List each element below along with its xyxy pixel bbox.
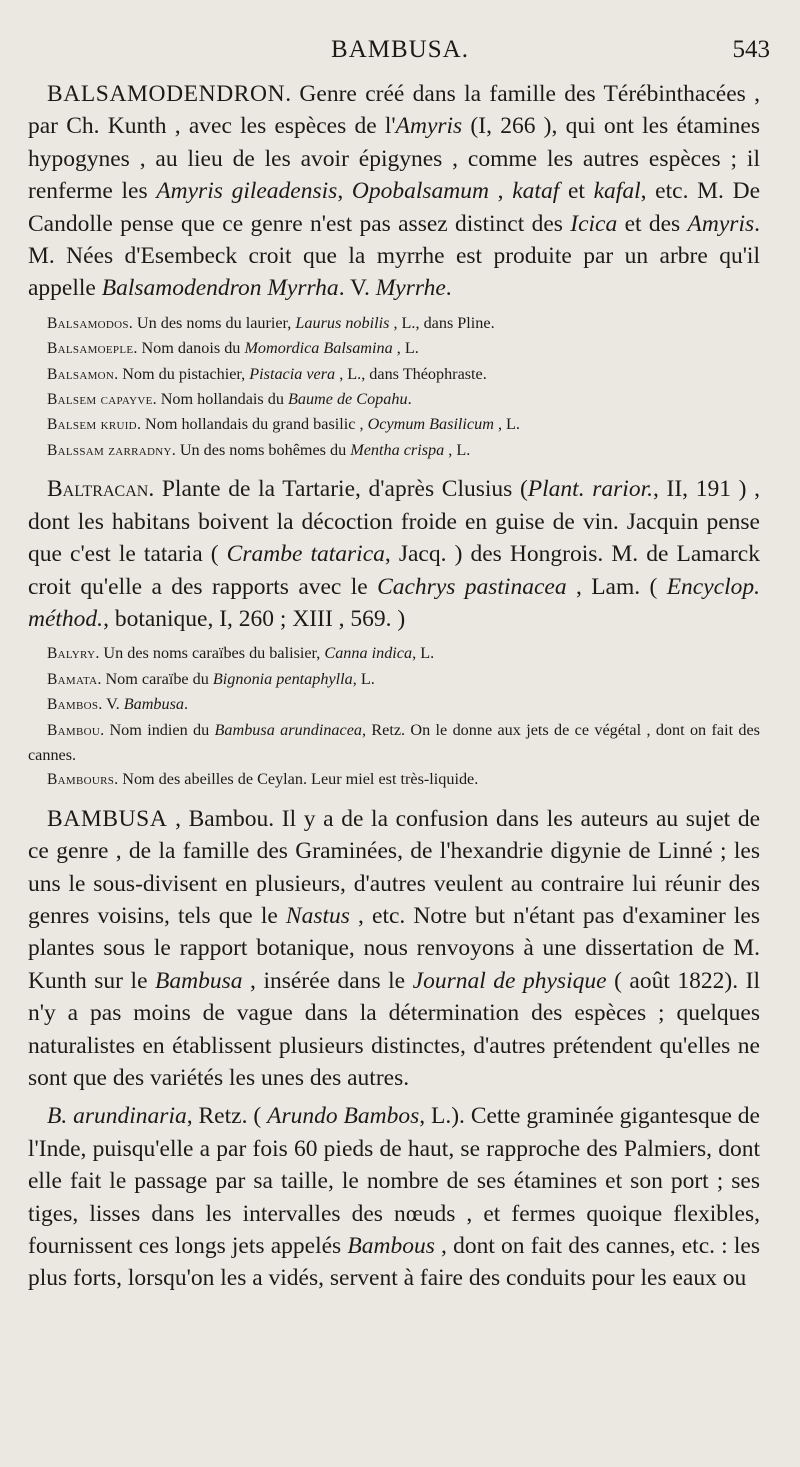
minor-entry-balsamodos: [28, 311, 760, 336]
cross-reference: Bambusa: [123, 695, 185, 714]
page-body: [28, 78, 760, 1301]
entry-headword: BAMBUSA: [47, 805, 168, 832]
minor-entry-balssam-zarradny: [28, 438, 760, 463]
work-title: Plant. rarior.: [527, 476, 653, 503]
entry-text: , Retz. (: [186, 1103, 268, 1130]
minor-headword: Bamata: [47, 670, 98, 688]
entry-text: , L.: [493, 415, 520, 434]
entry-bambusa-arundinaria: [28, 1100, 760, 1294]
entry-text: (I, 266 ), qui ont les étamines hypogynes , au lieu de les avoir épigynes , comme les autres espèces ; il renferme les: [28, 113, 760, 205]
running-header: [0, 36, 800, 70]
taxon-name: Canna indica: [324, 644, 413, 663]
minor-entry-balyry: [28, 641, 760, 666]
taxon-name: Arundo Bambos: [267, 1103, 420, 1130]
entry-headword: Baltracan: [47, 476, 149, 503]
entry-text: . Plante de la Tartarie, d'après Clusius (: [148, 476, 528, 503]
minor-entry-bamata: [28, 667, 760, 692]
entry-text: , L., dans Théophraste.: [335, 364, 487, 383]
entry-text: et: [559, 178, 594, 205]
entry-text: ,: [488, 178, 513, 205]
entry-text: . Nom caraïbe du: [97, 669, 213, 688]
minor-headword: Balsamoeple: [47, 340, 134, 358]
minor-headword: Bambours: [47, 771, 115, 789]
minor-entries-group: [28, 311, 760, 463]
entry-text: . Genre créé dans la famille des Térébinthacées , par Ch. Kunth , avec les espèces de l': [28, 81, 760, 140]
taxon-name: Bambous: [347, 1233, 435, 1260]
entry-text: . V.: [98, 695, 124, 714]
entry-text: , L.: [392, 339, 419, 358]
minor-headword: Balsem capayve: [47, 391, 153, 409]
taxon-name: Baume de Copahu: [287, 390, 408, 409]
species-headword: B. arundinaria: [47, 1103, 187, 1130]
entry-text: , Jacq. ) des Hongrois. M. de Lamarck croit qu'elle a des rapports avec le: [28, 541, 760, 600]
running-title: BAMBUSA.: [331, 36, 469, 63]
entry-text: , L., dans Pline.: [389, 313, 495, 332]
entry-text: , dont on fait des cannes, etc. : les plus forts, lorsqu'on les a vidés, servent à faire des conduits pour les eaux ou: [28, 1233, 760, 1292]
entry-text: . Nom danois du: [133, 339, 245, 358]
entry-text: , L.: [444, 440, 471, 459]
entry-text: .: [407, 390, 412, 409]
entry-text: , botanique, I, 260 ; XIII , 569. ): [103, 605, 406, 632]
entry-bambusa: [28, 803, 760, 1095]
minor-headword: Bambou: [47, 721, 101, 739]
taxon-name: Cachrys pastinacea: [377, 573, 567, 600]
entry-text: , Retz. On le donne aux jets de ce végétal , dont on fait des cannes.: [28, 720, 760, 764]
minor-entry-bambou: [28, 718, 760, 768]
minor-headword: Bambos: [47, 696, 99, 714]
work-title: Journal de physique: [412, 967, 607, 994]
taxon-name: Balsamodendron Myrrha: [101, 275, 339, 302]
entry-text: , L.: [412, 644, 435, 663]
entry-text: . M. Nées d'Esembeck croit que la myrrhe est produite par un arbre qu'il appelle: [28, 210, 760, 302]
entry-text: . Nom indien du: [100, 720, 215, 739]
taxon-name: Mentha crispa: [350, 440, 445, 459]
taxon-name: Ocymum Basilicum: [367, 415, 494, 434]
minor-headword: Balssam zarradny: [47, 441, 172, 459]
taxon-name: Pistacia vera: [249, 364, 336, 383]
entry-text: . Nom du pistachier,: [114, 364, 250, 383]
minor-headword: Balsamon: [47, 365, 115, 383]
page-number: 543: [732, 36, 770, 63]
entry-balsamodendron: [28, 78, 760, 305]
entry-text: , etc. Notre but n'étant pas d'examiner les plantes sous le rapport botanique, nous renvoyons à une dissertation de M. Kunth sur le: [28, 902, 760, 994]
entry-text: . V.: [338, 275, 376, 302]
cross-reference: Myrrhe: [375, 275, 446, 302]
minor-entry-balsamon: [28, 362, 760, 387]
entry-text: ,: [337, 178, 352, 205]
taxon-name: Amyris gileadensis: [156, 178, 338, 205]
taxon-name: Bignonia pentaphylla: [212, 669, 353, 688]
entry-text: . Un des noms bohêmes du: [171, 440, 351, 459]
minor-entry-balsem-capayve: [28, 387, 760, 412]
entry-text: . Un des noms du laurier,: [128, 313, 296, 332]
entry-text: , II, 191 ) , dont les habitans boivent la décoction froide en guise de vin. Jacquin pense que c'est le tataria (: [28, 476, 760, 568]
minor-headword: Balyry: [47, 645, 96, 663]
taxon-name: kafal: [593, 178, 641, 205]
entry-text: . Nom hollandais du grand basilic ,: [136, 415, 368, 434]
entry-text: , Bambou. Il y a de la confusion dans les auteurs au sujet de ce genre , de la famille des Graminées, de l'hexandrie digynie de Linné ; les uns le sous-divisent en plusieurs, d'autres veulent au contraire lui réunir des genres voisins, tels que le: [28, 805, 760, 929]
taxon-name: Icica: [570, 210, 618, 237]
entry-text: , Lam. (: [566, 573, 667, 600]
taxon-name: Momordica Balsamina: [244, 339, 393, 358]
entry-text: , L.). Cette graminée gigantesque de l'Inde, puisqu'elle a par fois 60 pieds de haut, se rapproche des Palmiers, dont elle fait le passage par sa taille, le nombre de ses étamines et son port ; ses tiges, lisses dans les intervalles des nœuds , et fermes quoique flexibles, fournissent ces longs jets appelés: [28, 1103, 760, 1260]
entry-text: , L.: [352, 669, 375, 688]
minor-entry-bambos: [28, 692, 760, 717]
entry-text: , etc. M. De Candolle pense que ce genre n'est pas assez distinct des: [28, 178, 761, 237]
minor-entries-group: [28, 641, 760, 792]
taxon-name: Nastus: [285, 902, 350, 929]
taxon-name: Laurus nobilis: [295, 313, 390, 332]
taxon-name: kataf: [512, 178, 560, 205]
entry-text: ( août 1822). Il n'y a pas moins de vague dans la détermination des espèces ; quelques naturalistes en établissent plusieurs distinctes, d'autres prétendent qu'elles ne sont que des variétés les unes des autres.: [28, 967, 761, 1091]
minor-entry-balsem-kruid: [28, 412, 760, 437]
entry-baltracan: [28, 473, 760, 635]
taxon-name: Bambusa: [155, 967, 243, 994]
entry-text: . Un des noms caraïbes du balisier,: [95, 644, 325, 663]
minor-entry-bambours: [28, 767, 760, 792]
entry-text: .: [445, 275, 452, 302]
entry-text: . Nom hollandais du: [152, 390, 288, 409]
entry-text: . Nom des abeilles de Ceylan. Leur miel est très-liquide.: [114, 770, 479, 789]
entry-text: et des: [617, 210, 688, 237]
work-title: Encyclop. méthod.: [28, 573, 761, 632]
taxon-name: Amyris: [687, 210, 755, 237]
minor-headword: Balsamodos: [47, 314, 129, 332]
taxon-name: Amyris: [395, 113, 463, 140]
entry-text: , insérée dans le: [242, 967, 413, 994]
minor-entry-balsamoeple: [28, 336, 760, 361]
taxon-name: Crambe tatarica: [226, 541, 385, 568]
entry-text: .: [184, 695, 189, 714]
taxon-name: Bambusa arundinacea: [214, 720, 362, 739]
entry-headword: BALSAMODENDRON: [47, 81, 286, 107]
taxon-name: Opobalsamum: [351, 178, 489, 205]
minor-headword: Balsem kruid: [47, 416, 137, 434]
